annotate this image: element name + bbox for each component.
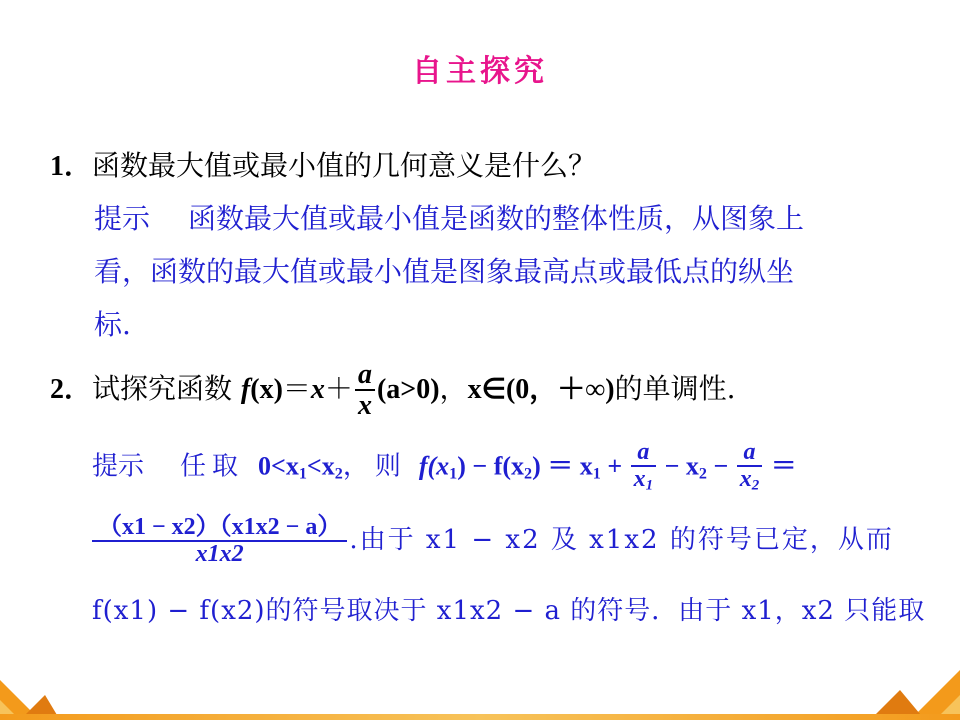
question-2-suffix: 的单调性. [614, 371, 736, 405]
hint-2-then: ，则 [342, 451, 407, 482]
fraction-a-over-x [355, 360, 375, 421]
hint-1-text-1: 函数最大值或最小值是函数的整体性质，从图象上 [188, 202, 805, 235]
ineq-start: 0<x [258, 451, 299, 481]
subscript-2: 2 [334, 465, 343, 483]
variable-x: x [310, 373, 325, 405]
fraction-numerator: a [737, 440, 762, 467]
subscript-1: 1 [298, 465, 307, 483]
domain: x∈(0，＋∞) [467, 373, 615, 405]
question-1-number: 1． [50, 151, 93, 182]
plus-sign: + [600, 451, 629, 481]
function-arg: (x) [250, 373, 283, 405]
hint-2-line-3: f(x1) − f(x2)的符号取决于 x1x2 − a 的符号．由于 x1，x2 只能取 [92, 596, 926, 626]
hint-2-since: .由于 x1 − x2 及 x1x2 的符号已定，从而 [349, 525, 894, 556]
subscript-2: 2 [698, 465, 707, 483]
hint-1-line-2: 看，函数的最大值或最小值是图象最高点或最低点的纵坐 [94, 255, 795, 288]
condition: (a>0) [376, 373, 440, 405]
ineq-mid: <x [306, 451, 335, 481]
fraction-denominator: x [357, 390, 372, 422]
plus-sign: ＋ [324, 371, 353, 405]
question-1-text: 函数最大值或最小值的几何意义是什么？ [92, 149, 597, 182]
hint-2-label: 提示 [92, 451, 145, 482]
big-fraction [92, 515, 347, 567]
question-1 [50, 144, 596, 184]
hint-2-line-1 [92, 440, 797, 495]
question-2-number: 2． [50, 373, 93, 405]
hint-1-line-1 [94, 197, 804, 237]
hint-2-take: 任取 [180, 451, 245, 482]
subscript-1: 1 [592, 465, 601, 483]
fraction-denominator: $x_2$ [739, 466, 760, 494]
big-fraction-denominator: x1x2 [195, 541, 244, 568]
fraction-a-over-x2 [737, 440, 762, 495]
equals-x1: ) ＝ x [532, 451, 593, 481]
equals-sign: ＝ [764, 451, 797, 481]
subscript-2: 2 [524, 465, 533, 483]
fraction-denominator: $x_1$ [633, 466, 654, 494]
equals-sign: ＝ [282, 371, 311, 405]
minus-f-x2: ) − f(x [457, 451, 525, 481]
page-title: 自主探究 [412, 54, 548, 89]
hint-1-line-3: 标. [94, 308, 131, 341]
hint-2-line-2 [90, 515, 894, 567]
subscript-1: 1 [449, 465, 458, 483]
fraction-numerator: a [355, 360, 375, 391]
question-2-prefix: 试探究函数 [92, 371, 241, 405]
function-name: f [240, 373, 251, 405]
minus-x2: − x [658, 451, 699, 481]
comma: ， [439, 371, 468, 405]
fraction-a-over-x1 [631, 440, 656, 495]
decorative-corner-right [870, 660, 960, 720]
f-x1: f(x [418, 451, 450, 481]
question-2 [50, 360, 735, 421]
fraction-numerator: a [631, 440, 656, 467]
decorative-corner-left [0, 660, 60, 720]
minus-sign: − [706, 451, 735, 481]
hint-1-label: 提示 [94, 202, 151, 235]
bottom-bar [0, 714, 960, 720]
big-fraction-numerator: （x1 − x2）（x1x2 − a） [92, 515, 347, 542]
